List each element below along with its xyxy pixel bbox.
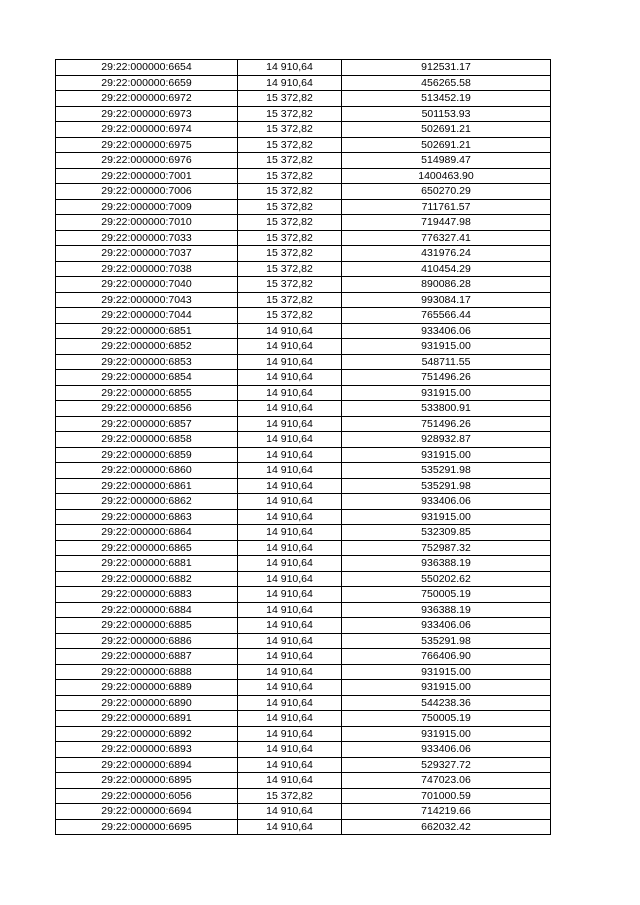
value-cell: 912531.17 bbox=[342, 60, 551, 76]
rate-cell: 14 910,64 bbox=[238, 540, 342, 556]
cadastral-number-cell: 29:22:000000:6891 bbox=[56, 711, 238, 727]
value-cell: 548711.55 bbox=[342, 354, 551, 370]
cadastral-number-cell: 29:22:000000:6654 bbox=[56, 60, 238, 76]
value-cell: 529327.72 bbox=[342, 757, 551, 773]
cadastral-number-cell: 29:22:000000:6884 bbox=[56, 602, 238, 618]
cadastral-number-cell: 29:22:000000:6863 bbox=[56, 509, 238, 525]
value-cell: 747023.06 bbox=[342, 773, 551, 789]
rate-cell: 14 910,64 bbox=[238, 711, 342, 727]
cadastral-number-cell: 29:22:000000:6974 bbox=[56, 122, 238, 138]
value-cell: 711761.57 bbox=[342, 199, 551, 215]
value-cell: 719447.98 bbox=[342, 215, 551, 231]
rate-cell: 14 910,64 bbox=[238, 618, 342, 634]
rate-cell: 15 372,82 bbox=[238, 106, 342, 122]
rate-cell: 14 910,64 bbox=[238, 494, 342, 510]
cadastral-number-cell: 29:22:000000:6855 bbox=[56, 385, 238, 401]
rate-cell: 15 372,82 bbox=[238, 261, 342, 277]
value-cell: 535291.98 bbox=[342, 478, 551, 494]
table-row bbox=[56, 556, 551, 572]
table-row bbox=[56, 618, 551, 634]
table-row bbox=[56, 695, 551, 711]
table-row bbox=[56, 711, 551, 727]
value-cell: 650270.29 bbox=[342, 184, 551, 200]
value-cell: 514989.47 bbox=[342, 153, 551, 169]
value-cell: 931915.00 bbox=[342, 447, 551, 463]
rate-cell: 14 910,64 bbox=[238, 773, 342, 789]
value-cell: 933406.06 bbox=[342, 742, 551, 758]
value-cell: 456265.58 bbox=[342, 75, 551, 91]
rate-cell: 15 372,82 bbox=[238, 277, 342, 293]
cadastral-number-cell: 29:22:000000:6694 bbox=[56, 804, 238, 820]
value-cell: 766406.90 bbox=[342, 649, 551, 665]
table-row bbox=[56, 664, 551, 680]
value-cell: 1400463.90 bbox=[342, 168, 551, 184]
rate-cell: 14 910,64 bbox=[238, 649, 342, 665]
table-row bbox=[56, 261, 551, 277]
rate-cell: 14 910,64 bbox=[238, 633, 342, 649]
value-cell: 752987.32 bbox=[342, 540, 551, 556]
rate-cell: 15 372,82 bbox=[238, 215, 342, 231]
table-row bbox=[56, 184, 551, 200]
cadastral-number-cell: 29:22:000000:6886 bbox=[56, 633, 238, 649]
cadastral-number-cell: 29:22:000000:6864 bbox=[56, 525, 238, 541]
table-row bbox=[56, 292, 551, 308]
table-row bbox=[56, 649, 551, 665]
value-cell: 765566.44 bbox=[342, 308, 551, 324]
cadastral-number-cell: 29:22:000000:6887 bbox=[56, 649, 238, 665]
rate-cell: 15 372,82 bbox=[238, 168, 342, 184]
table-row bbox=[56, 587, 551, 603]
table-row bbox=[56, 75, 551, 91]
value-cell: 933406.06 bbox=[342, 618, 551, 634]
cadastral-number-cell: 29:22:000000:6895 bbox=[56, 773, 238, 789]
value-cell: 933406.06 bbox=[342, 494, 551, 510]
cadastral-number-cell: 29:22:000000:7043 bbox=[56, 292, 238, 308]
table-row bbox=[56, 819, 551, 835]
rate-cell: 14 910,64 bbox=[238, 819, 342, 835]
cadastral-number-cell: 29:22:000000:6894 bbox=[56, 757, 238, 773]
table-row bbox=[56, 122, 551, 138]
cadastral-number-cell: 29:22:000000:6975 bbox=[56, 137, 238, 153]
value-cell: 931915.00 bbox=[342, 726, 551, 742]
table-row bbox=[56, 60, 551, 76]
value-cell: 931915.00 bbox=[342, 509, 551, 525]
table-row bbox=[56, 432, 551, 448]
value-cell: 933406.06 bbox=[342, 323, 551, 339]
table-row bbox=[56, 385, 551, 401]
value-cell: 550202.62 bbox=[342, 571, 551, 587]
rate-cell: 14 910,64 bbox=[238, 478, 342, 494]
table-row bbox=[56, 602, 551, 618]
rate-cell: 15 372,82 bbox=[238, 184, 342, 200]
table-row bbox=[56, 804, 551, 820]
value-cell: 662032.42 bbox=[342, 819, 551, 835]
table-row bbox=[56, 478, 551, 494]
rate-cell: 14 910,64 bbox=[238, 75, 342, 91]
cadastral-number-cell: 29:22:000000:6885 bbox=[56, 618, 238, 634]
rate-cell: 14 910,64 bbox=[238, 680, 342, 696]
value-cell: 931915.00 bbox=[342, 664, 551, 680]
value-cell: 750005.19 bbox=[342, 587, 551, 603]
value-cell: 502691.21 bbox=[342, 122, 551, 138]
table-row bbox=[56, 416, 551, 432]
cadastral-number-cell: 29:22:000000:6862 bbox=[56, 494, 238, 510]
table-row bbox=[56, 323, 551, 339]
value-cell: 501153.93 bbox=[342, 106, 551, 122]
rate-cell: 14 910,64 bbox=[238, 525, 342, 541]
value-cell: 544238.36 bbox=[342, 695, 551, 711]
value-cell: 502691.21 bbox=[342, 137, 551, 153]
value-cell: 931915.00 bbox=[342, 680, 551, 696]
rate-cell: 15 372,82 bbox=[238, 122, 342, 138]
cadastral-number-cell: 29:22:000000:6883 bbox=[56, 587, 238, 603]
table-row bbox=[56, 106, 551, 122]
cadastral-number-cell: 29:22:000000:6972 bbox=[56, 91, 238, 107]
cadastral-number-cell: 29:22:000000:7040 bbox=[56, 277, 238, 293]
rate-cell: 14 910,64 bbox=[238, 804, 342, 820]
rate-cell: 14 910,64 bbox=[238, 571, 342, 587]
cadastral-number-cell: 29:22:000000:7009 bbox=[56, 199, 238, 215]
table-body bbox=[56, 60, 551, 835]
cadastral-number-cell: 29:22:000000:6859 bbox=[56, 447, 238, 463]
rate-cell: 14 910,64 bbox=[238, 726, 342, 742]
value-cell: 431976.24 bbox=[342, 246, 551, 262]
table-row bbox=[56, 447, 551, 463]
rate-cell: 14 910,64 bbox=[238, 742, 342, 758]
rate-cell: 14 910,64 bbox=[238, 401, 342, 417]
rate-cell: 14 910,64 bbox=[238, 323, 342, 339]
value-cell: 751496.26 bbox=[342, 416, 551, 432]
value-cell: 533800.91 bbox=[342, 401, 551, 417]
value-cell: 701000.59 bbox=[342, 788, 551, 804]
cadastral-number-cell: 29:22:000000:6888 bbox=[56, 664, 238, 680]
table-row bbox=[56, 370, 551, 386]
rate-cell: 14 910,64 bbox=[238, 339, 342, 355]
value-cell: 776327.41 bbox=[342, 230, 551, 246]
table-row bbox=[56, 308, 551, 324]
cadastral-number-cell: 29:22:000000:6856 bbox=[56, 401, 238, 417]
table-row bbox=[56, 168, 551, 184]
table-row bbox=[56, 726, 551, 742]
cadastral-number-cell: 29:22:000000:6857 bbox=[56, 416, 238, 432]
rate-cell: 14 910,64 bbox=[238, 664, 342, 680]
rate-cell: 15 372,82 bbox=[238, 308, 342, 324]
cadastral-number-cell: 29:22:000000:6695 bbox=[56, 819, 238, 835]
table-row bbox=[56, 509, 551, 525]
value-cell: 936388.19 bbox=[342, 602, 551, 618]
rate-cell: 15 372,82 bbox=[238, 91, 342, 107]
cadastral-number-cell: 29:22:000000:6860 bbox=[56, 463, 238, 479]
cadastral-number-cell: 29:22:000000:6881 bbox=[56, 556, 238, 572]
cadastral-value-table bbox=[55, 59, 551, 835]
cadastral-number-cell: 29:22:000000:6890 bbox=[56, 695, 238, 711]
value-cell: 714219.66 bbox=[342, 804, 551, 820]
table-row bbox=[56, 571, 551, 587]
value-cell: 751496.26 bbox=[342, 370, 551, 386]
cadastral-number-cell: 29:22:000000:6851 bbox=[56, 323, 238, 339]
rate-cell: 14 910,64 bbox=[238, 354, 342, 370]
cadastral-number-cell: 29:22:000000:6889 bbox=[56, 680, 238, 696]
value-cell: 532309.85 bbox=[342, 525, 551, 541]
cadastral-number-cell: 29:22:000000:6853 bbox=[56, 354, 238, 370]
table-row bbox=[56, 277, 551, 293]
table-row bbox=[56, 401, 551, 417]
cadastral-number-cell: 29:22:000000:6861 bbox=[56, 478, 238, 494]
rate-cell: 15 372,82 bbox=[238, 788, 342, 804]
cadastral-number-cell: 29:22:000000:7006 bbox=[56, 184, 238, 200]
table-row bbox=[56, 494, 551, 510]
cadastral-number-cell: 29:22:000000:7044 bbox=[56, 308, 238, 324]
cadastral-number-cell: 29:22:000000:7038 bbox=[56, 261, 238, 277]
rate-cell: 15 372,82 bbox=[238, 137, 342, 153]
table-row bbox=[56, 339, 551, 355]
rate-cell: 14 910,64 bbox=[238, 757, 342, 773]
cadastral-number-cell: 29:22:000000:6976 bbox=[56, 153, 238, 169]
cadastral-number-cell: 29:22:000000:6858 bbox=[56, 432, 238, 448]
cadastral-number-cell: 29:22:000000:7033 bbox=[56, 230, 238, 246]
rate-cell: 14 910,64 bbox=[238, 602, 342, 618]
rate-cell: 14 910,64 bbox=[238, 432, 342, 448]
rate-cell: 14 910,64 bbox=[238, 416, 342, 432]
table-row bbox=[56, 633, 551, 649]
table-row bbox=[56, 230, 551, 246]
value-cell: 931915.00 bbox=[342, 339, 551, 355]
cadastral-number-cell: 29:22:000000:6659 bbox=[56, 75, 238, 91]
value-cell: 936388.19 bbox=[342, 556, 551, 572]
table-row bbox=[56, 354, 551, 370]
value-cell: 513452.19 bbox=[342, 91, 551, 107]
rate-cell: 15 372,82 bbox=[238, 230, 342, 246]
table-row bbox=[56, 199, 551, 215]
cadastral-number-cell: 29:22:000000:6973 bbox=[56, 106, 238, 122]
cadastral-number-cell: 29:22:000000:7037 bbox=[56, 246, 238, 262]
cadastral-number-cell: 29:22:000000:7001 bbox=[56, 168, 238, 184]
value-cell: 535291.98 bbox=[342, 463, 551, 479]
rate-cell: 15 372,82 bbox=[238, 153, 342, 169]
value-cell: 993084.17 bbox=[342, 292, 551, 308]
cadastral-number-cell: 29:22:000000:6852 bbox=[56, 339, 238, 355]
table-row bbox=[56, 525, 551, 541]
table-row bbox=[56, 773, 551, 789]
value-cell: 928932.87 bbox=[342, 432, 551, 448]
rate-cell: 14 910,64 bbox=[238, 587, 342, 603]
rate-cell: 14 910,64 bbox=[238, 447, 342, 463]
rate-cell: 14 910,64 bbox=[238, 370, 342, 386]
value-cell: 890086.28 bbox=[342, 277, 551, 293]
cadastral-number-cell: 29:22:000000:6892 bbox=[56, 726, 238, 742]
rate-cell: 14 910,64 bbox=[238, 556, 342, 572]
value-cell: 535291.98 bbox=[342, 633, 551, 649]
table-row bbox=[56, 680, 551, 696]
rate-cell: 14 910,64 bbox=[238, 509, 342, 525]
table-row bbox=[56, 246, 551, 262]
rate-cell: 15 372,82 bbox=[238, 199, 342, 215]
rate-cell: 14 910,64 bbox=[238, 463, 342, 479]
table-row bbox=[56, 215, 551, 231]
table-row bbox=[56, 91, 551, 107]
cadastral-number-cell: 29:22:000000:6893 bbox=[56, 742, 238, 758]
cadastral-number-cell: 29:22:000000:6854 bbox=[56, 370, 238, 386]
rate-cell: 14 910,64 bbox=[238, 385, 342, 401]
rate-cell: 15 372,82 bbox=[238, 292, 342, 308]
table-row bbox=[56, 463, 551, 479]
table-row bbox=[56, 788, 551, 804]
cadastral-number-cell: 29:22:000000:6865 bbox=[56, 540, 238, 556]
table-row bbox=[56, 742, 551, 758]
cadastral-number-cell: 29:22:000000:6882 bbox=[56, 571, 238, 587]
table-row bbox=[56, 540, 551, 556]
cadastral-number-cell: 29:22:000000:6056 bbox=[56, 788, 238, 804]
value-cell: 931915.00 bbox=[342, 385, 551, 401]
table-row bbox=[56, 757, 551, 773]
value-cell: 410454.29 bbox=[342, 261, 551, 277]
cadastral-number-cell: 29:22:000000:7010 bbox=[56, 215, 238, 231]
rate-cell: 14 910,64 bbox=[238, 695, 342, 711]
rate-cell: 14 910,64 bbox=[238, 60, 342, 76]
value-cell: 750005.19 bbox=[342, 711, 551, 727]
rate-cell: 15 372,82 bbox=[238, 246, 342, 262]
table-row bbox=[56, 137, 551, 153]
table-row bbox=[56, 153, 551, 169]
